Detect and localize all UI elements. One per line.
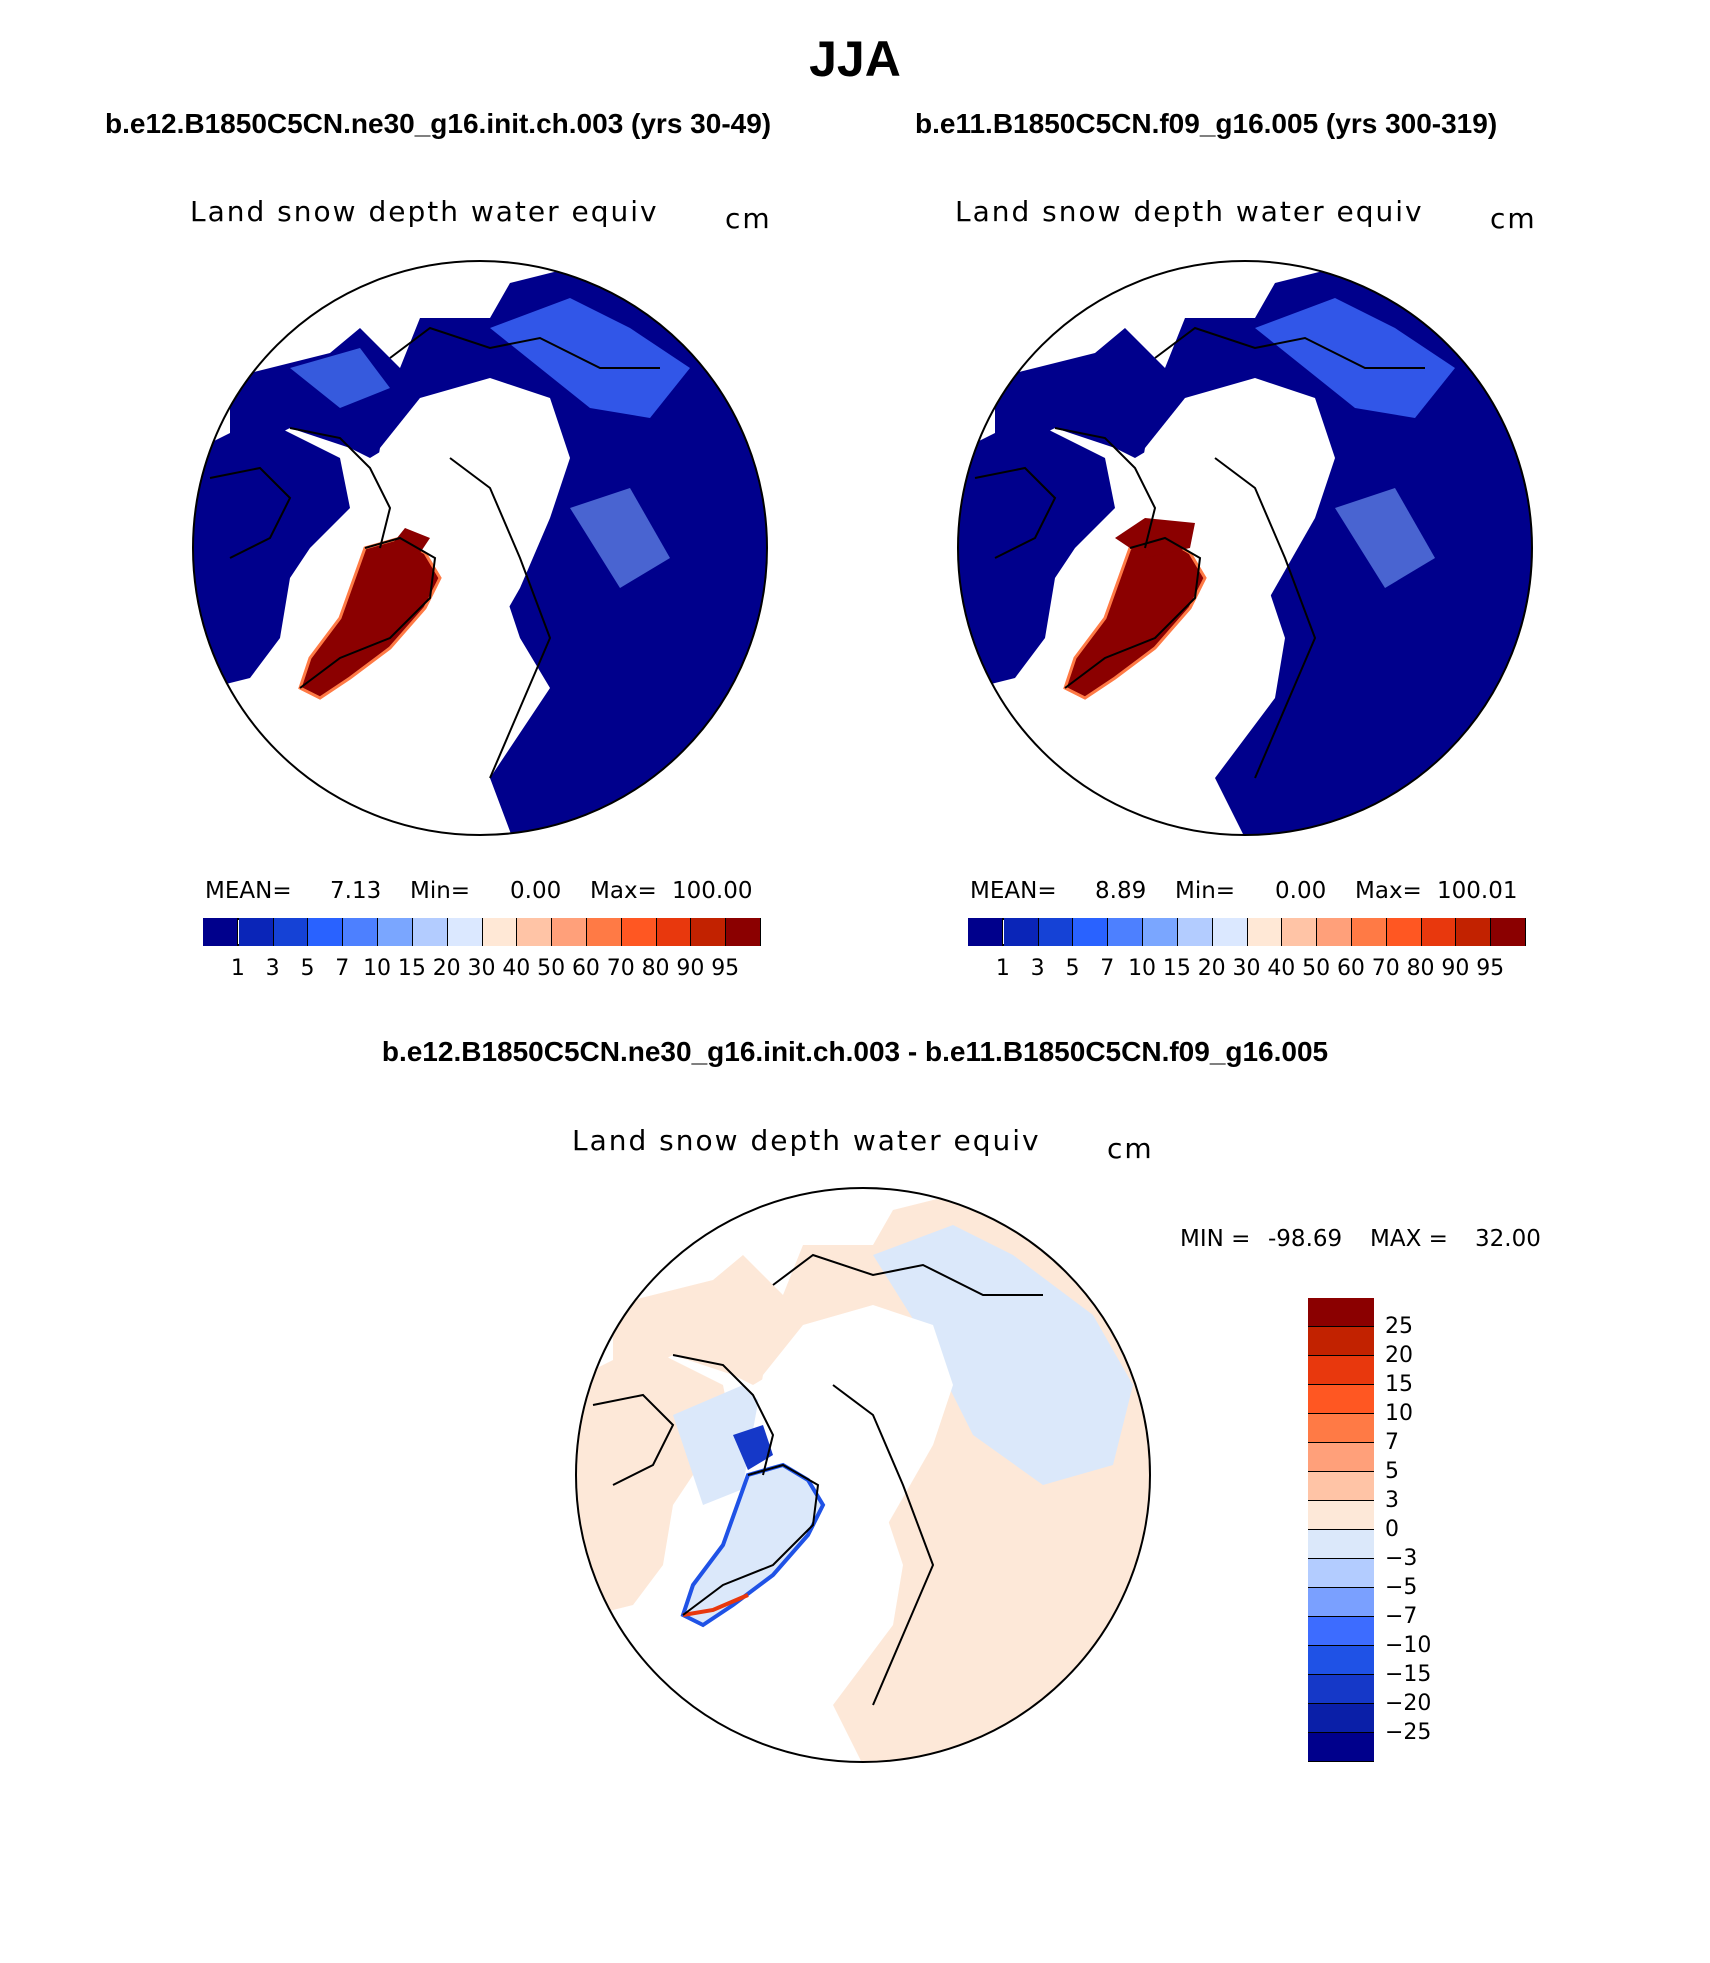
colorbar-swatch	[1282, 918, 1317, 946]
colorbar-swatch	[552, 918, 587, 946]
colorbar-swatch	[1308, 1356, 1374, 1385]
colorbar-swatch	[274, 918, 309, 946]
colorbar-tick-label: −20	[1385, 1691, 1432, 1716]
diff-max-value: 32.00	[1475, 1226, 1541, 1252]
colorbar-tick-label: 80	[641, 956, 670, 981]
panel2-max-label: Max=	[1355, 878, 1422, 904]
case-title-right: b.e11.B1850C5CN.f09_g16.005 (yrs 300-319)	[915, 108, 1498, 139]
colorbar-swatch	[1317, 918, 1352, 946]
colorbar-tick-label: −5	[1385, 1575, 1418, 1600]
colorbar-tick-label: 50	[1302, 956, 1331, 981]
panel1-colorbar	[203, 918, 760, 946]
panel2-mean-label: MEAN=	[970, 878, 1057, 904]
colorbar-tick-label: 1	[230, 956, 245, 981]
colorbar-tick-label: 50	[537, 956, 566, 981]
panel1-max-value: 100.00	[672, 878, 753, 904]
colorbar-tick-label: 1	[995, 956, 1010, 981]
colorbar-swatch	[1491, 918, 1526, 946]
colorbar-swatch	[1308, 1327, 1374, 1356]
colorbar-tick-label: −10	[1385, 1633, 1432, 1658]
diff-max-label: MAX =	[1370, 1226, 1448, 1252]
panel2-polar-map	[955, 258, 1535, 838]
colorbar-swatch	[517, 918, 552, 946]
panel2-units-label: cm	[1490, 202, 1537, 235]
colorbar-tick-label: 40	[1267, 956, 1296, 981]
colorbar-tick-label: 15	[1162, 956, 1191, 981]
colorbar-tick-label: −15	[1385, 1662, 1432, 1687]
colorbar-swatch	[1308, 1385, 1374, 1414]
case-title-left: b.e12.B1850C5CN.ne30_g16.init.ch.003 (yrs 30-49)	[105, 108, 772, 139]
colorbar-swatch	[1308, 1588, 1374, 1617]
colorbar-swatch	[622, 918, 657, 946]
colorbar-swatch	[1308, 1559, 1374, 1588]
colorbar-tick-label: 70	[606, 956, 635, 981]
colorbar-tick-label: 10	[363, 956, 392, 981]
colorbar-swatch	[1308, 1704, 1374, 1733]
diff-colorbar	[1308, 1298, 1374, 1762]
panel2-min-value: 0.00	[1275, 878, 1327, 904]
colorbar-tick-label: 20	[1197, 956, 1226, 981]
colorbar-swatch	[448, 918, 483, 946]
colorbar-swatch	[1004, 918, 1039, 946]
panel1-mean-value: 7.13	[330, 878, 382, 904]
colorbar-tick-label: −7	[1385, 1604, 1418, 1629]
panel1-min-value: 0.00	[510, 878, 562, 904]
panel1-polar-map	[190, 258, 770, 838]
colorbar-swatch	[1308, 1733, 1374, 1762]
diff-variable-label: Land snow depth water equiv	[572, 1124, 1041, 1157]
colorbar-tick-label: 3	[1385, 1488, 1399, 1513]
colorbar-swatch	[657, 918, 692, 946]
colorbar-tick-label: 25	[1385, 1314, 1413, 1339]
colorbar-swatch	[1308, 1443, 1374, 1472]
colorbar-swatch	[413, 918, 448, 946]
diff-colorbar-ticks	[1385, 1298, 1485, 1762]
colorbar-tick-label: 5	[300, 956, 315, 981]
panel1-max-label: Max=	[590, 878, 657, 904]
colorbar-tick-label: 95	[1476, 956, 1505, 981]
colorbar-tick-label: −3	[1385, 1546, 1418, 1571]
colorbar-tick-label: 7	[335, 956, 350, 981]
colorbar-tick-label: 5	[1065, 956, 1080, 981]
diff-case-title: b.e12.B1850C5CN.ne30_g16.init.ch.003 - b.e11.B1850C5CN.f09_g16.005	[381, 1036, 1329, 1067]
colorbar-tick-label: 80	[1406, 956, 1435, 981]
colorbar-swatch	[1352, 918, 1387, 946]
panel1-mean-label: MEAN=	[205, 878, 292, 904]
colorbar-swatch	[1308, 1298, 1374, 1327]
colorbar-tick-label: 70	[1371, 956, 1400, 981]
colorbar-swatch	[1308, 1501, 1374, 1530]
colorbar-tick-label: 40	[502, 956, 531, 981]
diff-min-label: MIN =	[1180, 1226, 1251, 1252]
colorbar-swatch	[1308, 1472, 1374, 1501]
colorbar-tick-label: 10	[1385, 1401, 1413, 1426]
colorbar-tick-label: 20	[432, 956, 461, 981]
colorbar-tick-label: 15	[397, 956, 426, 981]
diff-units-label: cm	[1107, 1132, 1154, 1165]
colorbar-swatch	[1387, 918, 1422, 946]
colorbar-tick-label: 90	[676, 956, 705, 981]
colorbar-tick-label: 5	[1385, 1459, 1399, 1484]
colorbar-swatch	[343, 918, 378, 946]
figure-title: JJA	[809, 31, 901, 87]
colorbar-swatch	[726, 918, 761, 946]
colorbar-tick-label: 30	[1232, 956, 1261, 981]
colorbar-tick-label: 20	[1385, 1343, 1413, 1368]
colorbar-swatch	[1456, 918, 1491, 946]
diff-min-value: -98.69	[1268, 1226, 1343, 1252]
colorbar-swatch	[1308, 1675, 1374, 1704]
colorbar-swatch	[691, 918, 726, 946]
colorbar-swatch	[1073, 918, 1108, 946]
colorbar-swatch	[1308, 1617, 1374, 1646]
panel1-variable-label: Land snow depth water equiv	[190, 195, 659, 228]
colorbar-swatch	[1178, 918, 1213, 946]
colorbar-swatch	[1108, 918, 1143, 946]
colorbar-swatch	[968, 918, 1003, 946]
colorbar-tick-label: 7	[1385, 1430, 1399, 1455]
panel1-units-label: cm	[725, 202, 772, 235]
colorbar-tick-label: 3	[1030, 956, 1045, 981]
colorbar-swatch	[587, 918, 622, 946]
panel2-min-label: Min=	[1175, 878, 1236, 904]
colorbar-swatch	[239, 918, 274, 946]
colorbar-tick-label: −25	[1385, 1720, 1432, 1745]
colorbar-swatch	[308, 918, 343, 946]
panel2-mean-value: 8.89	[1095, 878, 1147, 904]
colorbar-swatch	[1422, 918, 1457, 946]
colorbar-tick-label: 3	[265, 956, 280, 981]
colorbar-swatch	[1039, 918, 1074, 946]
colorbar-swatch	[1308, 1646, 1374, 1675]
colorbar-swatch	[1143, 918, 1178, 946]
colorbar-tick-label: 60	[571, 956, 600, 981]
colorbar-swatch	[483, 918, 518, 946]
colorbar-swatch	[1308, 1530, 1374, 1559]
colorbar-swatch	[1308, 1414, 1374, 1443]
panel1-min-label: Min=	[410, 878, 471, 904]
colorbar-swatch	[378, 918, 413, 946]
panel2-variable-label: Land snow depth water equiv	[955, 195, 1424, 228]
colorbar-tick-label: 15	[1385, 1372, 1413, 1397]
panel2-colorbar-ticks	[968, 956, 1525, 982]
panel1-colorbar-ticks	[203, 956, 760, 982]
panel2-colorbar	[968, 918, 1525, 946]
colorbar-tick-label: 60	[1336, 956, 1365, 981]
colorbar-tick-label: 90	[1441, 956, 1470, 981]
colorbar-tick-label: 10	[1128, 956, 1157, 981]
colorbar-tick-label: 7	[1100, 956, 1115, 981]
colorbar-swatch	[203, 918, 238, 946]
colorbar-swatch	[1213, 918, 1248, 946]
panel2-max-value: 100.01	[1437, 878, 1518, 904]
diff-polar-map	[573, 1185, 1153, 1765]
colorbar-swatch	[1248, 918, 1283, 946]
colorbar-tick-label: 0	[1385, 1517, 1399, 1542]
colorbar-tick-label: 95	[711, 956, 740, 981]
colorbar-tick-label: 30	[467, 956, 496, 981]
